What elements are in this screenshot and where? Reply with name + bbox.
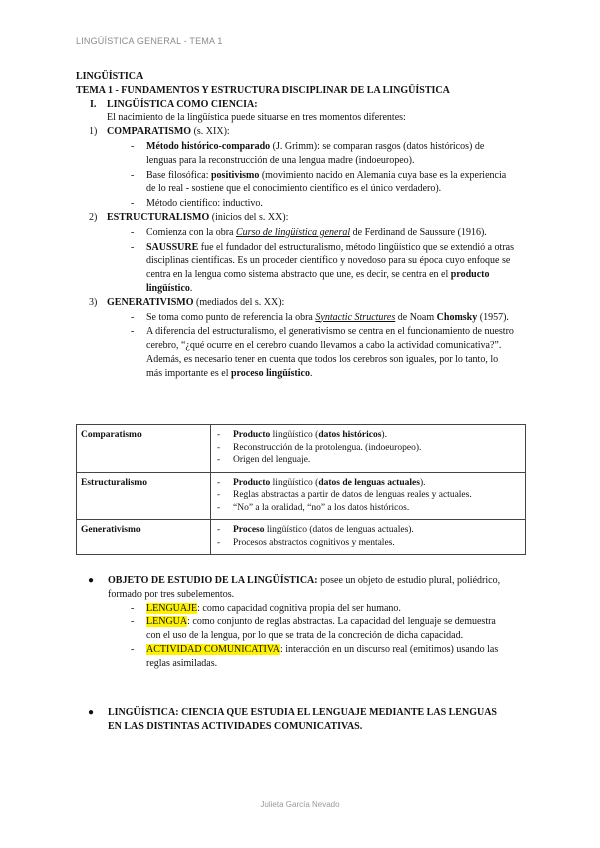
estructuralismo-number: 2) bbox=[89, 211, 98, 223]
page-header: LINGÜÍSTICA GENERAL - TEMA 1 bbox=[76, 36, 223, 46]
generativismo-period: (mediados del s. XX): bbox=[193, 296, 285, 308]
work-title: Curso de lingüística general bbox=[235, 226, 351, 238]
work-title: Syntactic Structures bbox=[315, 311, 396, 323]
list-item: - LENGUA: como conjunto de reglas abstractas. La capacidad del lenguaje se demuestra con el uso de la lengua, por lo que se trata de la concreción de dicha capacidad. bbox=[131, 616, 496, 642]
comparison-table bbox=[76, 424, 526, 555]
section-1-title: LINGÜÍSTICA COMO CIENCIA: bbox=[107, 98, 258, 110]
final-text: LINGÜÍSTICA: CIENCIA QUE ESTUDIA EL LENGUAJE MEDIANTE LAS LENGUAS EN LAS DISTINTAS ACTIVIDADES COMUNICATIVAS. bbox=[108, 707, 497, 732]
list-item: - Método histórico-comparado (J. Grimm): se comparan rasgos (datos históricos) de lenguas para la reconstrucción de una lengua madre (indoeuropeo). bbox=[131, 140, 485, 166]
row-content: - Producto lingüístico (datos históricos). - Reconstrucción de la protolengua. (indoeuropeo). - Origen del lenguaje. bbox=[211, 425, 526, 473]
objeto-bullet: ● OBJETO DE ESTUDIO DE LA LINGÜÍSTICA: posee un objeto de estudio plural, poliédrico, formado por tres subelementos. bbox=[76, 574, 526, 602]
row-label: Estructuralismo bbox=[77, 472, 211, 520]
highlight-actividad: ACTIVIDAD COMUNICATIVA bbox=[146, 643, 280, 655]
estructuralismo-name: ESTRUCTURALISMO bbox=[107, 211, 210, 223]
comparatismo-number: 1) bbox=[89, 126, 98, 138]
comparatismo-name: COMPARATISMO bbox=[107, 126, 192, 138]
list-item: - Comienza con la obra Curso de lingüística general de Ferdinand de Saussure (1916). bbox=[131, 226, 487, 238]
final-statement bbox=[76, 706, 526, 734]
list-item: - A diferencia del estructuralismo, el generativismo se centra en el funcionamiento de nuestro cerebro, “¿qué ocurre en el cerebro cuando llevamos a cabo la actividad comunicativa?”. Además, es necesario tener en cuenta que todos los cerebros son iguales, por lo tanto, lo más importante es el proceso lingüístico. bbox=[131, 326, 514, 379]
table-row bbox=[77, 472, 526, 520]
row-content: - Proceso lingüístico (datos de lenguas actuales). - Procesos abstractos cognitivos y mentales. bbox=[211, 520, 526, 555]
generativismo-heading bbox=[89, 296, 526, 310]
highlight-lengua: LENGUA bbox=[146, 616, 188, 628]
bullet-icon: ● bbox=[88, 575, 95, 586]
estructuralismo-period: (inicios del s. XX): bbox=[209, 211, 289, 223]
bullet-icon: ● bbox=[88, 707, 95, 718]
generativismo-name: GENERATIVISMO bbox=[107, 296, 194, 308]
row-label: Comparatismo bbox=[77, 425, 211, 473]
list-item: - ACTIVIDAD COMUNICATIVA: interacción en un discurso real (emitimos) usando las reglas asimiladas. bbox=[131, 643, 499, 669]
row-content: - Producto lingüístico (datos de lenguas actuales). - Reglas abstractas a partir de datos de lenguas reales y actuales. - “No” a la oralidad, “no” a los datos históricos. bbox=[211, 472, 526, 520]
table-row bbox=[77, 520, 526, 555]
estructuralismo-heading bbox=[89, 211, 526, 225]
document-title: LINGÜÍSTICA bbox=[76, 71, 144, 82]
tema-heading: TEMA 1 - FUNDAMENTOS Y ESTRUCTURA DISCIPLINAR DE LA LINGÜÍSTICA bbox=[76, 84, 450, 96]
section-1-intro: El nacimiento de la lingüística puede situarse en tres momentos diferentes: bbox=[107, 112, 406, 124]
section-1-number: I. bbox=[90, 98, 97, 110]
page-footer: Julieta García Nevado bbox=[260, 800, 340, 809]
objeto-section bbox=[76, 574, 526, 671]
generativismo-number: 3) bbox=[89, 296, 98, 308]
list-item: - Se toma como punto de referencia la obra Syntactic Structures de Noam Chomsky (1957). bbox=[131, 311, 509, 323]
list-item: - LENGUAJE: como capacidad cognitiva propia del ser humano. bbox=[131, 602, 401, 614]
list-item: - Base filosófica: positivismo (movimiento nacido en Alemania cuya base es la experiencia de lo real - sostiene que el conocimiento científico es el único verdadero). bbox=[131, 169, 507, 195]
objeto-heading: OBJETO DE ESTUDIO DE LA LINGÜÍSTICA: bbox=[108, 575, 318, 586]
main-content bbox=[76, 70, 526, 381]
section-1-heading bbox=[90, 98, 526, 112]
comparatismo-heading bbox=[89, 125, 526, 139]
list-item: - Método científico: inductivo. bbox=[131, 198, 263, 210]
highlight-lenguaje: LENGUAJE bbox=[146, 602, 198, 614]
comparatismo-period: (s. XIX): bbox=[191, 126, 230, 138]
list-item: - SAUSSURE fue el fundador del estructuralismo, método lingüístico que se extendió a otras disciplinas científicas. Es un proceder científico y novedoso para su época cuyo enfoque se centra en la lengua como sistema abstracto que une, es decir, se centra en el producto lingüístico. bbox=[131, 241, 514, 294]
table-row bbox=[77, 425, 526, 473]
row-label: Generativismo bbox=[77, 520, 211, 555]
